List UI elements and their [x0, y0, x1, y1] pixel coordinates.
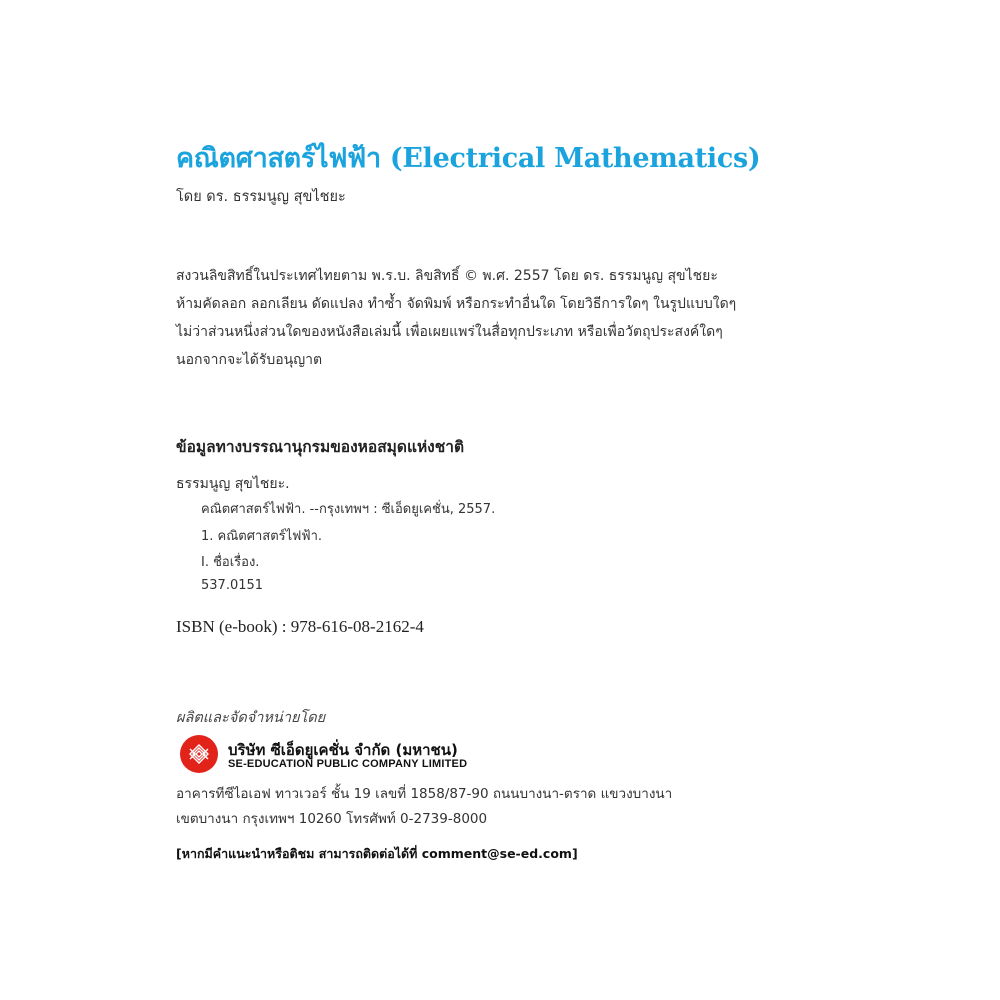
- cip-subject-entry: 1. คณิตศาสตร์ไฟฟ้า.: [201, 529, 323, 544]
- cip-classification: 537.0151: [201, 578, 264, 593]
- copyright-line-4: นอกจากจะได้รับอนุญาต: [176, 352, 323, 368]
- address-line-1: อาคารทีซีไอเอฟ ทาวเวอร์ ชั้น 19 เลขที่ 1858/87-90 ถนนบางนา-ตราด แขวงบางนา: [176, 786, 673, 802]
- feedback-contact: [หากมีคำแนะนำหรือติชม สามารถติดต่อได้ที่ comment@se-ed.com]: [176, 846, 578, 861]
- address-line-2: เขตบางนา กรุงเทพฯ 10260 โทรศัพท์ 0-2739-8000: [176, 811, 488, 827]
- copyright-line-1: สงวนลิขสิทธิ์ในประเทศไทยตาม พ.ร.บ. ลิขสิทธิ์ © พ.ศ. 2557 โดย ดร. ธรรมนูญ สุขไชยะ: [176, 268, 718, 284]
- cip-heading: ข้อมูลทางบรรณานุกรมของหอสมุดแห่งชาติ: [176, 437, 465, 456]
- copyright-line-2: ห้ามคัดลอก ลอกเลียน ดัดแปลง ทำซ้ำ จัดพิมพ์ หรือกระทำอื่นใด โดยวิธีการใดๆ ในรูปแบบใดๆ: [176, 296, 737, 312]
- company-name-thai: บริษัท ซีเอ็ดยูเคชั่น จำกัด (มหาชน): [228, 741, 458, 759]
- author-line: โดย ดร. ธรรมนูญ สุขไชยะ: [176, 189, 346, 205]
- distributed-by-label: ผลิตและจัดจำหน่ายโดย: [176, 710, 326, 726]
- cip-title-added-entry: I. ชื่อเรื่อง.: [201, 555, 260, 570]
- cip-author-entry: ธรรมนูญ สุขไชยะ.: [176, 476, 290, 492]
- isbn: ISBN (e-book) : 978-616-08-2162-4: [176, 617, 424, 636]
- cip-title-entry: คณิตศาสตร์ไฟฟ้า. --กรุงเทพฯ : ซีเอ็ดยูเคชั่น, 2557.: [201, 502, 496, 517]
- company-name-english: SE-EDUCATION PUBLIC COMPANY LIMITED: [228, 758, 468, 770]
- book-title: คณิตศาสตร์ไฟฟ้า (Electrical Mathematics): [176, 143, 761, 174]
- copyright-line-3: ไม่ว่าส่วนหนึ่งส่วนใดของหนังสือเล่มนี้ เพื่อเผยแพร่ในสื่อทุกประเภท หรือเพื่อวัตถุประสงค์ใดๆ: [176, 324, 723, 340]
- se-ed-logo-icon: [179, 734, 219, 774]
